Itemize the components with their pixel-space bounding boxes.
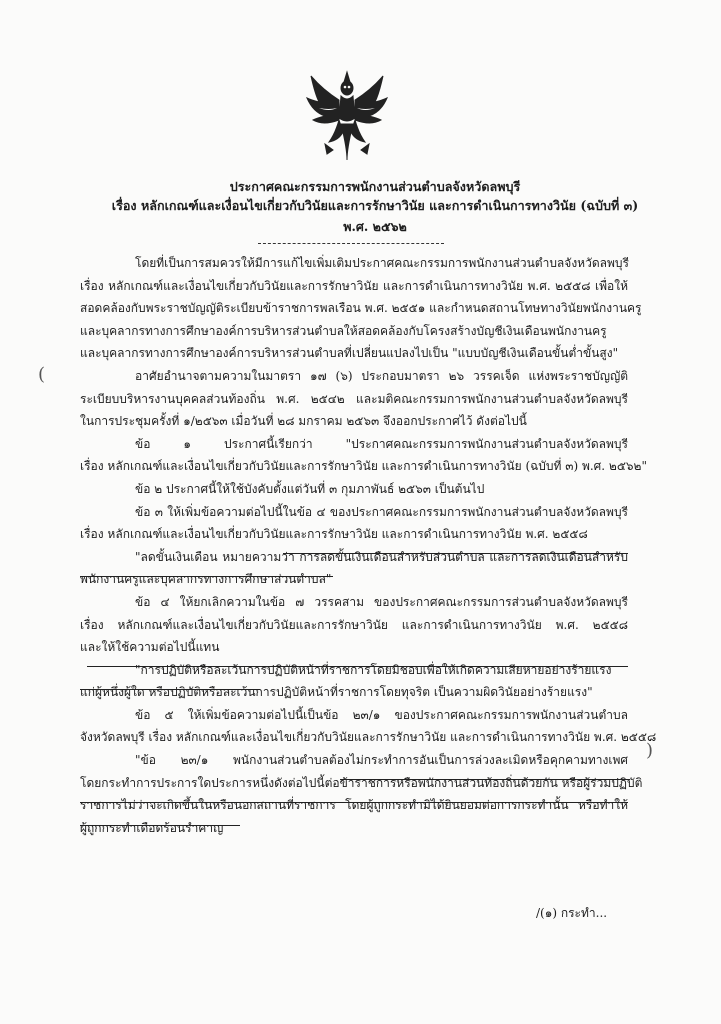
body-line: อาศัยอำนาจตามความในมาตรา ๑๗ (๖) ประกอบมาตรา ๒๖ วรรคเจ็ด แห่งพระราชบัญญัติ [135,368,628,383]
body-line: ข้อ ๕ ให้เพิ่มข้อความต่อไปนี้เป็นข้อ ๒๓/๑ ของประกาศคณะกรรมการพนักงานส่วนตำบล [135,707,628,722]
announcement-subject: เรื่อง หลักเกณฑ์และเงื่อนไขเกี่ยวกับวินัยและการรักษาวินัย และการดำเนินการทางวินัย (ฉบับที่ ๓) [111,198,639,213]
announcement-year: พ.ศ. ๒๕๖๒ [343,219,407,234]
body-line: ผู้ถูกกระทำเดือดร้อนรำคาญ [80,820,224,835]
body-line: และบุคลากรทางการศึกษาองค์การบริหารส่วนตำบลที่เปลี่ยนแปลงไปเป็น "แบบบัญชีเงินเดือนขั้นต่ำขั้นสูง" [80,346,619,361]
body-line: "การปฏิบัติหรือละเว้นการปฏิบัติหน้าที่ราชการโดยมิชอบเพื่อให้เกิดความเสียหายอย่างร้ายแรง [135,662,612,677]
pen-underline [80,825,240,826]
body-line: โดยที่เป็นการสมควรให้มีการแก้ไขเพิ่มเติมประกาศคณะกรรมการพนักงานส่วนตำบลจังหวัดลพบุรี [135,256,629,270]
garuda-emblem-icon [305,68,389,162]
body-line: ข้อ ๑ ประกาศนี้เรียกว่า "ประกาศคณะกรรมการพนักงานส่วนตำบลจังหวัดลพบุรี [135,436,628,451]
body-line: จังหวัดลพบุรี เรื่อง หลักเกณฑ์และเงื่อนไขเกี่ยวกับวินัยและการรักษาวินัย และการดำเนินการทางวินัย พ.ศ. ๒๕๕๘ [80,730,657,745]
pen-underline [340,779,630,780]
body-line: "ลดขั้นเงินเดือน หมายความว่า การลดขั้นเงินเดือนสำหรับส่วนตำบล และการลดเงินเดือนสำหรับ [135,549,628,564]
body-line: สอดคล้องกับพระราชบัญญัติระเบียบข้าราชการพลเรือน พ.ศ. ๒๕๕๑ และกำหนดสถานโทษทางวินัยพนักงานครู [80,301,642,316]
announcement-body [80,252,657,839]
title-divider [258,243,444,244]
body-line: พนักงานครูและบุคลากรทางการศึกษาส่วนตำบล" [80,572,332,587]
body-line: และให้ใช้ความต่อไปนี้แทน [80,640,220,655]
body-line: ข้อ ๓ ให้เพิ่มข้อความต่อไปนี้ในข้อ ๔ ของประกาศคณะกรรมการพนักงานส่วนตำบลจังหวัดลพบุรี [135,504,628,519]
page-continuation: /(๑) กระทำ... [536,906,608,920]
pen-underline [80,802,628,803]
body-line: เรื่อง หลักเกณฑ์และเงื่อนไขเกี่ยวกับวินัยและการรักษาวินัย และการดำเนินการทางวินัย พ.ศ. ๒๕๕๘ [80,617,628,632]
pen-underline [80,689,260,690]
body-line: เรื่อง หลักเกณฑ์และเงื่อนไขเกี่ยวกับวินัยและการรักษาวินัย และการดำเนินการทางวินัย (ฉบับที่ ๓) พ.ศ. ๒๕๖๒" [80,459,647,474]
body-line: เรื่อง หลักเกณฑ์และเงื่อนไขเกี่ยวกับวินัยและการรักษาวินัย และการดำเนินการทางวินัย พ.ศ. ๒๕๕๘ เพื่อให้ [80,278,628,293]
announcement-title: ประกาศคณะกรรมการพนักงานส่วนตำบลจังหวัดลพบุรี [229,179,521,194]
body-line: ข้อ ๔ ให้ยกเลิกความในข้อ ๗ วรรคสาม ของประกาศคณะกรรมการส่วนตำบลจังหวัดลพบุรี [135,594,628,609]
body-line: ระเบียบบริหารงานบุคคลส่วนท้องถิ่น พ.ศ. ๒๕๔๒ และมติคณะกรรมการพนักงานส่วนตำบลจังหวัดลพบุรี [80,391,628,406]
pen-underline [283,553,628,554]
body-line: แก่ผู้หนึ่งผู้ใด หรือปฏิบัติหรือละเว้นการปฏิบัติหน้าที่ราชการโดยทุจริต เป็นความผิดวินัยอย่างร้ายแรง" [80,685,593,700]
body-line: ข้อ ๒ ประกาศนี้ให้ใช้บังคับตั้งแต่วันที่ ๓ กุมภาพันธ์ ๒๕๖๓ เป็นต้นไป [135,481,485,496]
body-line: เรื่อง หลักเกณฑ์และเงื่อนไขเกี่ยวกับวินัยและการรักษาวินัย และการดำเนินการทางวินัย พ.ศ. ๒๕๕๘ [80,527,588,542]
body-line: ราชการไม่ว่าจะเกิดขึ้นในหรือนอกสถานที่ราชการ โดยผู้ถูกกระทำมิได้ยินยอมต่อการกระทำนั้น หรือทำให้ [80,798,628,813]
pen-underline [87,666,628,667]
body-line: "ข้อ ๒๓/๑ พนักงานส่วนตำบลต้องไม่กระทำการอันเป็นการล่วงละเมิดหรือคุกคามทางเพศ [135,753,628,768]
margin-mark: ( [38,364,46,385]
body-line: และบุคลากรทางการศึกษาองค์การบริหารส่วนตำบลให้สอดคล้องกับโครงสร้างบัญชีเงินเดือนพนักงานครู [80,323,607,338]
body-line: โดยกระทำการประการใดประการหนึ่งดังต่อไปนี้ต่อข้าราชการหรือพนักงานส่วนท้องถิ่นด้วยกัน หรือผู้ร่วมปฏิบัติ [80,775,643,790]
margin-mark: ) [646,740,654,761]
body-line: ในการประชุมครั้งที่ ๑/๒๕๖๓ เมื่อวันที่ ๒๘ มกราคม ๒๕๖๓ จึงออกประกาศไว้ ดังต่อไปนี้ [80,414,527,429]
pen-underline [80,576,333,577]
